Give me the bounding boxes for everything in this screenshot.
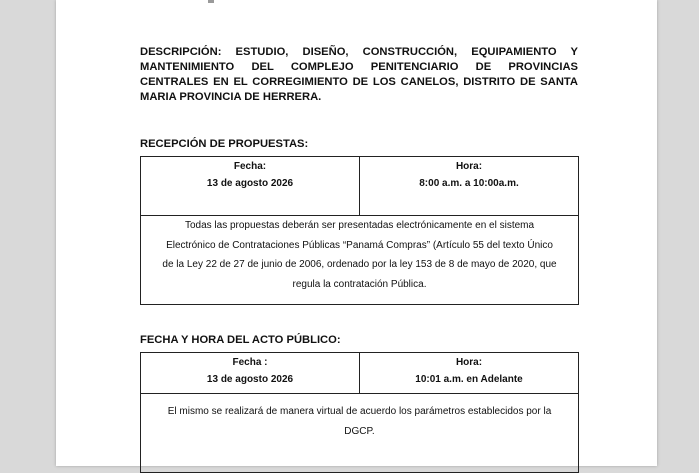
acto-hora-label: Hora:	[455, 357, 483, 368]
recepcion-note-line: Todas las propuestas deberán ser presentadas electrónicamente en el sistema	[184, 220, 535, 231]
descripcion-paragraph: DESCRIPCIÓN: ESTUDIO, DISEÑO, CONSTRUCCIÓN, EQUIPAMIENTO Y MANTENIMIENTO DEL COMPLEJO PENITENCIARIO DE PROVINCIAS CENTRALES EN EL CORREGIMIENTO DE LOS CANELOS, DISTRITO DE SANTA MARIA PROVINCIA DE HERRERA.	[140, 46, 578, 103]
recepcion-hora-cell	[360, 157, 579, 216]
page-edge-mark	[208, 0, 214, 3]
document-page	[56, 0, 657, 466]
recepcion-fecha-value: 13 de agosto 2026	[206, 178, 294, 189]
recepcion-note-line: de la Ley 22 de 27 de junio de 2006, ordenado por la ley 153 de 8 de mayo de 2020, que	[162, 259, 557, 270]
acto-hora-value: 10:01 a.m. en Adelante	[415, 374, 523, 385]
acto-title: FECHA Y HORA DEL ACTO PÚBLICO:	[140, 334, 341, 346]
recepcion-title: RECEPCIÓN DE PROPUESTAS:	[140, 138, 309, 150]
acto-fecha-value: 13 de agosto 2026	[206, 374, 294, 385]
acto-hora-cell	[360, 353, 579, 394]
acto-note-line: El mismo se realizará de manera virtual de acuerdo los parámetros establecidos por la	[167, 406, 552, 417]
recepcion-note-line: regula la contratación Pública.	[292, 278, 427, 290]
acto-fecha-cell	[141, 353, 360, 394]
acto-table	[140, 352, 579, 473]
recepcion-fecha-label: Fecha:	[233, 161, 267, 172]
recepcion-hora-value: 8:00 a.m. a 10:00a.m.	[419, 178, 519, 189]
acto-note-line: DGCP.	[344, 425, 375, 437]
recepcion-hora-label: Hora:	[455, 161, 483, 172]
recepcion-note-cell	[141, 216, 579, 305]
acto-note-cell	[141, 394, 579, 473]
recepcion-fecha-cell	[141, 157, 360, 216]
acto-fecha-label: Fecha :	[232, 357, 268, 368]
recepcion-table	[140, 156, 579, 305]
recepcion-note-line: Electrónico de Contrataciones Públicas “Panamá Compras” (Artículo 55 del texto Único	[166, 239, 553, 251]
